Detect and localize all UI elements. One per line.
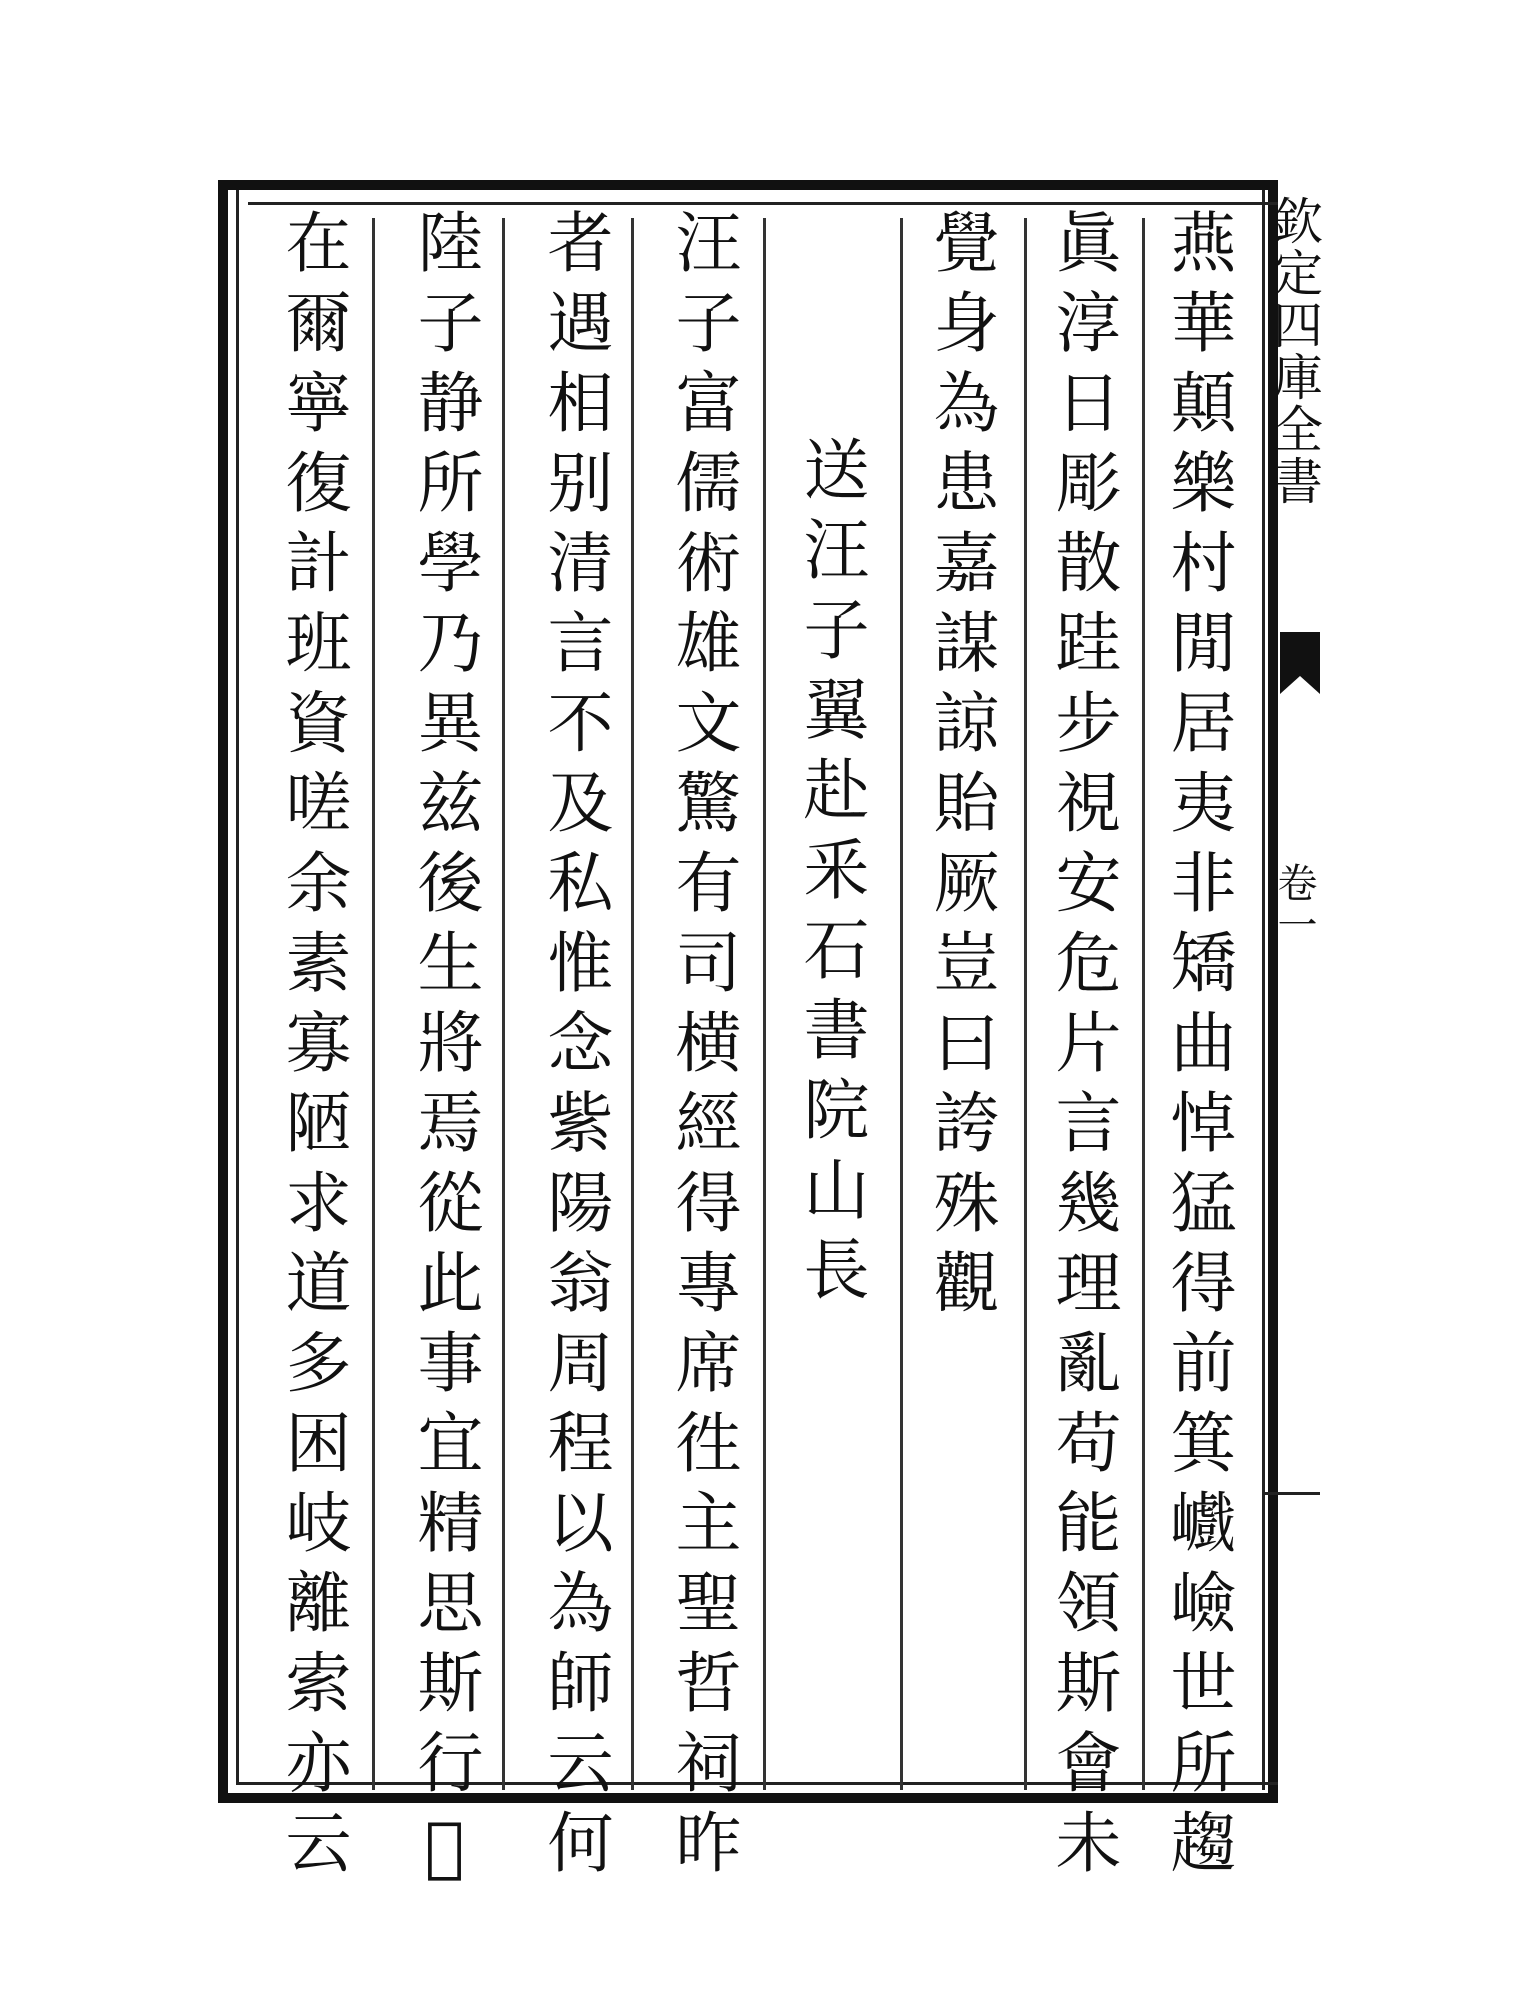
- margin-title: 欽定四庫全書: [1265, 195, 1323, 507]
- poem-title-column: [776, 200, 900, 1790]
- column-text: 覺身為患嘉謀諒貽厥豈曰誇殊觀: [922, 208, 999, 1328]
- text-column-5: [648, 200, 764, 1888]
- column-rule: [900, 218, 903, 1790]
- margin-tick: [1265, 1492, 1320, 1495]
- column-rule: [1142, 218, 1145, 1790]
- column-text: 在爾寧復計班資嗟余素寡陋求道多困岐離索亦云: [274, 208, 351, 1888]
- text-column-3: [906, 200, 1024, 1790]
- column-text: 汪子富儒術雄文驚有司横經得專席徃主聖哲祠昨: [664, 208, 741, 1888]
- text-column-1: [1143, 200, 1261, 1888]
- text-column-6: [520, 200, 632, 1888]
- margin-volume: 卷一: [1271, 862, 1317, 946]
- column-text: 眞淳日彫散跬步視安危片言幾理亂苟能領斯會未: [1044, 208, 1121, 1888]
- text-column-7: [390, 200, 502, 1899]
- fishtail-mark-icon: [1280, 632, 1320, 694]
- column-rule: [1024, 218, 1027, 1790]
- column-text: 者遇相别清言不及私惟念紫陽翁周程以為師云何: [536, 208, 613, 1888]
- poem-title: 送汪子翼赴釆石書院山長: [792, 435, 869, 1315]
- text-column-8: [258, 200, 372, 1888]
- column-text: 燕華顛樂村閒居夷非矯曲悼猛得前箕巇嶮世所趨: [1159, 208, 1236, 1888]
- column-rule: [502, 218, 505, 1790]
- text-column-2: [1028, 200, 1142, 1888]
- column-text: 陸子静所學乃異兹後生將焉從此事宜精思斯行𢛷: [406, 208, 483, 1899]
- column-rule: [372, 218, 375, 1790]
